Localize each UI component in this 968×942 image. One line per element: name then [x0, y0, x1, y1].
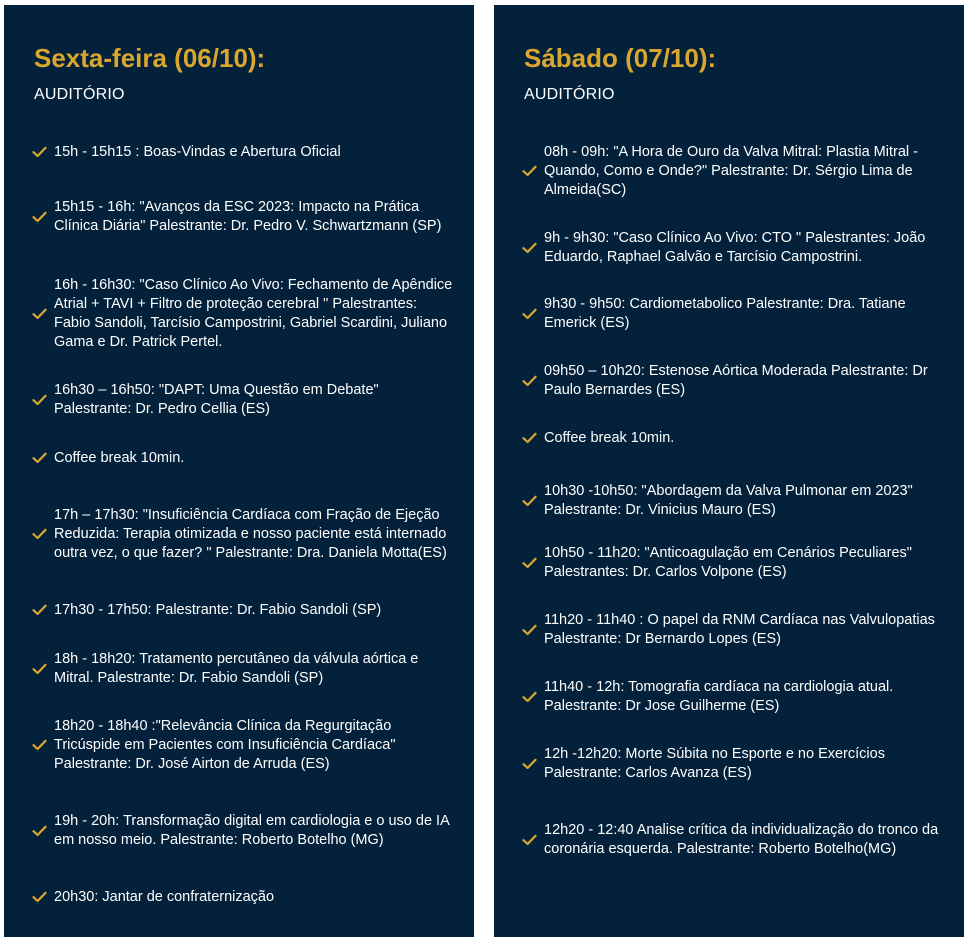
schedule-item-text: 16h - 16h30: "Caso Clínico Ao Vivo: Fechamento de Apêndice Atrial + TAVI + Filtro de proteção cerebral " Palestrantes: Fabio Sandoli, Tarcísio Campostrini, Gabriel Scardini, Juliano Gama e Dr. Patrick Pertel. [54, 277, 453, 350]
schedule-item-text: 19h - 20h: Transformação digital em cardiologia e o uso de IA em nosso meio. Palestrante: Roberto Botelho (MG) [54, 813, 449, 848]
schedule-item [32, 650, 454, 688]
check-icon [32, 144, 54, 160]
schedule-item [522, 295, 944, 333]
schedule-item-text: 15h - 15h15 : Boas-Vindas e Abertura Oficial [54, 143, 341, 160]
room-label: AUDITÓRIO [524, 86, 615, 103]
check-icon [32, 526, 54, 542]
friday-schedule-panel [4, 5, 474, 937]
check-icon [522, 756, 544, 772]
check-icon [522, 555, 544, 571]
schedule-item [522, 229, 944, 267]
schedule-item-text: 16h30 – 16h50: "DAPT: Uma Questão em Debate" Palestrante: Dr. Pedro Cellia (ES) [54, 382, 379, 417]
schedule-item [32, 601, 454, 620]
check-icon [522, 430, 544, 446]
schedule-item [32, 143, 454, 162]
schedule-item-text: 10h30 -10h50: "Abordagem da Valva Pulmonar em 2023" Palestrante: Dr. Vinicius Mauro (ES) [544, 483, 913, 518]
schedule-item [522, 821, 944, 859]
schedule-item-text: 11h40 - 12h: Tomografia cardíaca na cardiologia atual. Palestrante: Dr Jose Guilherme (ES) [544, 679, 894, 714]
check-icon [522, 306, 544, 322]
room-label: AUDITÓRIO [34, 86, 125, 103]
check-icon [522, 373, 544, 389]
schedule-item-text: 18h20 - 18h40 :"Relevância Clínica da Regurgitação Tricúspide em Pacientes com Insuficiência Cardíaca" Palestrante: Dr. José Airton de Arruda (ES) [54, 717, 396, 772]
schedule-item [522, 544, 944, 582]
check-icon [32, 661, 54, 677]
schedule-item-text: 10h50 - 11h20: "Anticoagulação em Cenários Peculiares" Palestrantes: Dr. Carlos Volpone (ES) [544, 545, 912, 580]
schedule-item-text: 9h30 - 9h50: Cardiometabolico Palestrante: Dra. Tatiane Emerick (ES) [544, 296, 906, 331]
schedule-item-text: 12h20 - 12:40 Analise crítica da individualização do tronco da coronária esquerda. Palestrante: Roberto Botelho(MG) [544, 822, 939, 857]
check-icon [32, 392, 54, 408]
check-icon [522, 240, 544, 256]
schedule-item-text: 17h30 - 17h50: Palestrante: Dr. Fabio Sandoli (SP) [54, 601, 382, 618]
saturday-schedule-panel [494, 5, 964, 937]
check-icon [32, 209, 54, 225]
schedule-item [32, 449, 454, 468]
schedule-item [522, 429, 944, 448]
schedule-item [32, 717, 454, 774]
check-icon [32, 737, 54, 753]
check-icon [522, 622, 544, 638]
check-icon [32, 889, 54, 905]
schedule-item [522, 611, 944, 649]
check-icon [522, 689, 544, 705]
check-icon [32, 306, 54, 322]
check-icon [32, 450, 54, 466]
schedule-item [32, 198, 454, 236]
schedule-item-text: 08h - 09h: "A Hora de Ouro da Valva Mitral: Plastia Mitral - Quando, Como e Onde?" Palestrante: Dr. Sérgio Lima de Almeida(SC) [544, 143, 918, 198]
schedule-item-text: 12h -12h20: Morte Súbita no Esporte e no Exercícios Palestrante: Carlos Avanza (ES) [544, 746, 885, 781]
schedule-item-text: 09h50 – 10h20: Estenose Aórtica Moderada Palestrante: Dr Paulo Bernardes (ES) [544, 363, 928, 398]
check-icon [32, 823, 54, 839]
day-title: Sexta-feira (06/10): [34, 43, 266, 73]
schedule-item [522, 482, 944, 520]
schedule-item [32, 812, 454, 850]
check-icon [32, 602, 54, 618]
schedule-item [522, 143, 944, 200]
schedule-item-text: 9h - 9h30: "Caso Clínico Ao Vivo: CTO " Palestrantes: João Eduardo, Raphael Galvão e Tarcísio Campostrini. [544, 230, 926, 265]
schedule-item-text: 20h30: Jantar de confraternização [54, 888, 275, 905]
schedule-item [32, 381, 454, 419]
schedule-item [32, 276, 454, 352]
check-icon [522, 493, 544, 509]
check-icon [522, 163, 544, 179]
schedule-item [32, 888, 454, 907]
schedule-item-text: 17h – 17h30: "Insuficiência Cardíaca com Fração de Ejeção Reduzida: Terapia otimizada e nosso paciente está internado outra vez, o que fazer? " Palestrante: Dra. Daniela Motta(ES) [54, 506, 447, 561]
schedule-item-text: 11h20 - 11h40 : O papel da RNM Cardíaca nas Valvulopatias Palestrante: Dr Bernardo Lopes (ES) [544, 612, 935, 647]
schedule-item [522, 745, 944, 783]
schedule-item-text: Coffee break 10min. [544, 429, 675, 446]
schedule-item [522, 362, 944, 400]
schedule-item-text: 18h - 18h20: Tratamento percutâneo da válvula aórtica e Mitral. Palestrante: Dr. Fabio Sandoli (SP) [54, 651, 419, 686]
schedule-item [32, 506, 454, 563]
schedule-item [522, 678, 944, 716]
check-icon [522, 832, 544, 848]
schedule-item-text: Coffee break 10min. [54, 449, 185, 466]
schedule-item-text: 15h15 - 16h: "Avanços da ESC 2023: Impacto na Prática Clínica Diária" Palestrante: Dr. Pedro V. Schwartzmann (SP) [54, 199, 442, 234]
day-title: Sábado (07/10): [524, 43, 717, 73]
